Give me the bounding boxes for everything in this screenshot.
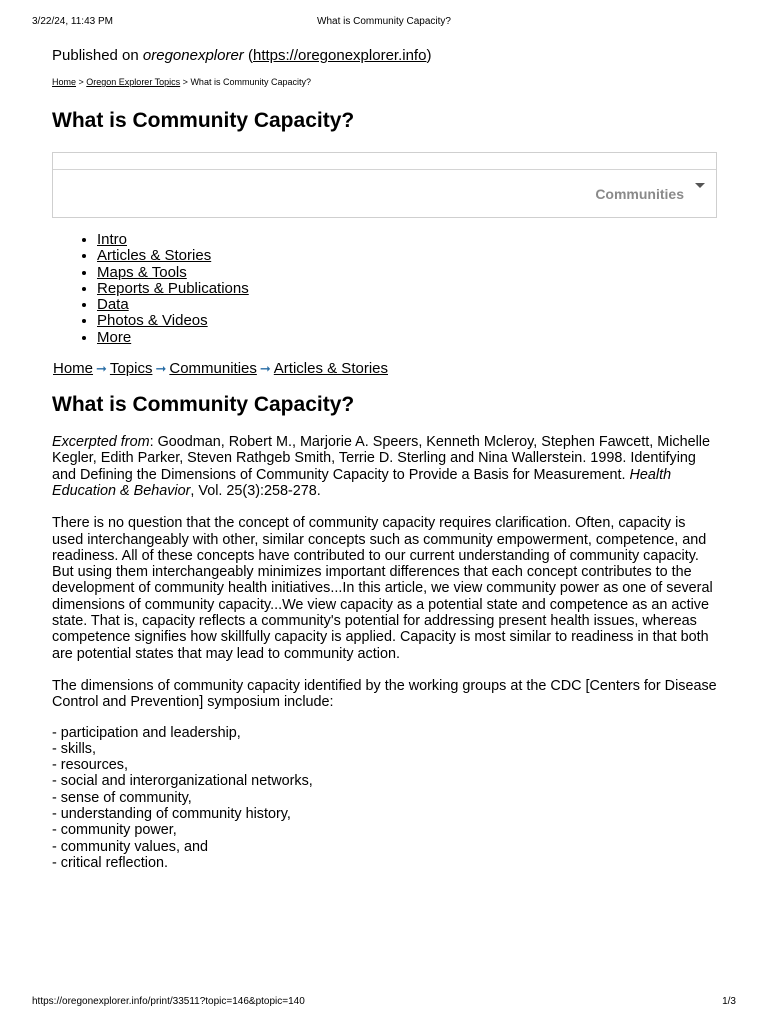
citation-tail: , Vol. 25(3):258-278. xyxy=(190,482,321,499)
article-body xyxy=(52,434,717,871)
list-item: - social and interorganizational networks, xyxy=(52,773,313,790)
chevron-down-icon[interactable] xyxy=(695,183,705,188)
published-prefix: Published on xyxy=(52,47,143,64)
topic-nav-item xyxy=(97,297,717,313)
published-close-paren: ) xyxy=(426,47,432,64)
breadcrumb-separator: > xyxy=(76,77,87,87)
published-open-paren: ( xyxy=(243,47,253,64)
page-number: 1/3 xyxy=(722,996,736,1007)
crumb-home-link[interactable]: Home xyxy=(53,360,94,378)
nav-link-photos-videos[interactable]: Photos & Videos xyxy=(97,312,208,330)
crumb-communities-link[interactable]: Communities xyxy=(169,360,257,378)
nav-link-maps-tools[interactable]: Maps & Tools xyxy=(97,263,187,281)
print-header xyxy=(0,16,768,30)
list-item: - community values, and xyxy=(52,838,208,855)
topic-nav-item xyxy=(97,248,717,264)
nav-link-articles-stories[interactable]: Articles & Stories xyxy=(97,247,212,265)
crumb-topics-link[interactable]: Topics xyxy=(109,360,153,378)
list-item: - skills, xyxy=(52,740,96,757)
nav-link-intro[interactable]: Intro xyxy=(97,231,128,248)
topic-nav-item xyxy=(97,330,717,346)
breadcrumb-separator: > xyxy=(180,77,191,87)
excerpt-label: Excerpted from xyxy=(52,434,150,451)
topic-breadcrumb xyxy=(53,360,717,378)
topic-box-strip xyxy=(53,153,716,170)
nav-link-reports-publications[interactable]: Reports & Publications xyxy=(97,279,249,297)
page-title: What is Community Capacity? xyxy=(52,109,355,132)
nav-link-more[interactable]: More xyxy=(97,328,132,346)
topic-nav-item xyxy=(97,281,717,297)
article-paragraph: The dimensions of community capacity identified by the working groups at the CDC [Centers for Disease Control and Prevention] symposium include: xyxy=(52,677,717,711)
dimensions-list xyxy=(52,725,717,872)
print-footer-url: https://oregonexplorer.info/print/33511?topic=146&ptopic=140 xyxy=(32,996,305,1007)
crumb-articles-link[interactable]: Articles & Stories xyxy=(273,360,388,378)
topic-selector-box xyxy=(52,152,717,218)
list-item: - understanding of community history, xyxy=(52,806,291,823)
topic-select-value[interactable]: Communities xyxy=(595,186,684,202)
topic-nav-item xyxy=(97,313,717,329)
list-item: - sense of community, xyxy=(52,789,192,806)
arrow-right-icon: ➞ xyxy=(259,361,271,377)
citation-paragraph xyxy=(52,434,717,499)
published-line xyxy=(52,46,717,66)
print-datetime: 3/22/24, 11:43 PM xyxy=(32,16,113,27)
excerpt-text: : Goodman, Robert M., Marjorie A. Speers, Kenneth Mcleroy, Stephen Fawcett, Michelle Kegler, Edith Parker, Steven Rathgeb Smith, Terrie D. Sterling and Nina Wallerstein. 1998. Identifying and Defining the Dimensions of Community Capacity to Provide a Basis for Measurement. xyxy=(52,434,710,483)
breadcrumb xyxy=(52,76,717,88)
breadcrumb-topics-link[interactable]: Oregon Explorer Topics xyxy=(86,77,181,87)
nav-link-data[interactable]: Data xyxy=(97,296,129,314)
topic-nav-list xyxy=(52,232,717,346)
print-page-title: What is Community Capacity? xyxy=(317,16,451,27)
journal-name: Health Education & Behavior xyxy=(52,466,672,499)
topic-nav-item xyxy=(97,232,717,248)
article-title: What is Community Capacity? xyxy=(52,393,355,417)
breadcrumb-current: What is Community Capacity? xyxy=(190,77,311,87)
list-item: - community power, xyxy=(52,822,177,839)
list-item: - critical reflection. xyxy=(52,854,168,871)
topic-nav-item xyxy=(97,265,717,281)
breadcrumb-home-link[interactable]: Home xyxy=(52,77,77,87)
published-url-link[interactable]: https://oregonexplorer.info xyxy=(252,47,427,64)
arrow-right-icon: ➞ xyxy=(96,361,107,377)
arrow-right-icon: ➞ xyxy=(155,361,167,377)
print-footer xyxy=(0,996,768,1010)
list-item: - resources, xyxy=(52,757,128,774)
article-paragraph: There is no question that the concept of community capacity requires clarification. Often, capacity is used interchangeably with other, similar concepts such as community empowerment, competence, and readiness. All of these concepts have contributed to our current understanding of community capacity. But using them interchangeably minimizes important differences that each concept contributes to the development of community health initiatives...In this article, we view community power as one of several dimensions of community capacity...We view capacity as a potential state and competence as an active state. That is, capacity reflects a community's potential for addressing present health issues, whereas competence signifies how skillfully capacity is applied. Capacity is most similar to readiness in that both are potential states that may lead to community action. xyxy=(52,515,713,662)
published-site: oregonexplorer xyxy=(142,47,244,64)
list-item: - participation and leadership, xyxy=(52,724,241,741)
page-content xyxy=(52,46,717,871)
